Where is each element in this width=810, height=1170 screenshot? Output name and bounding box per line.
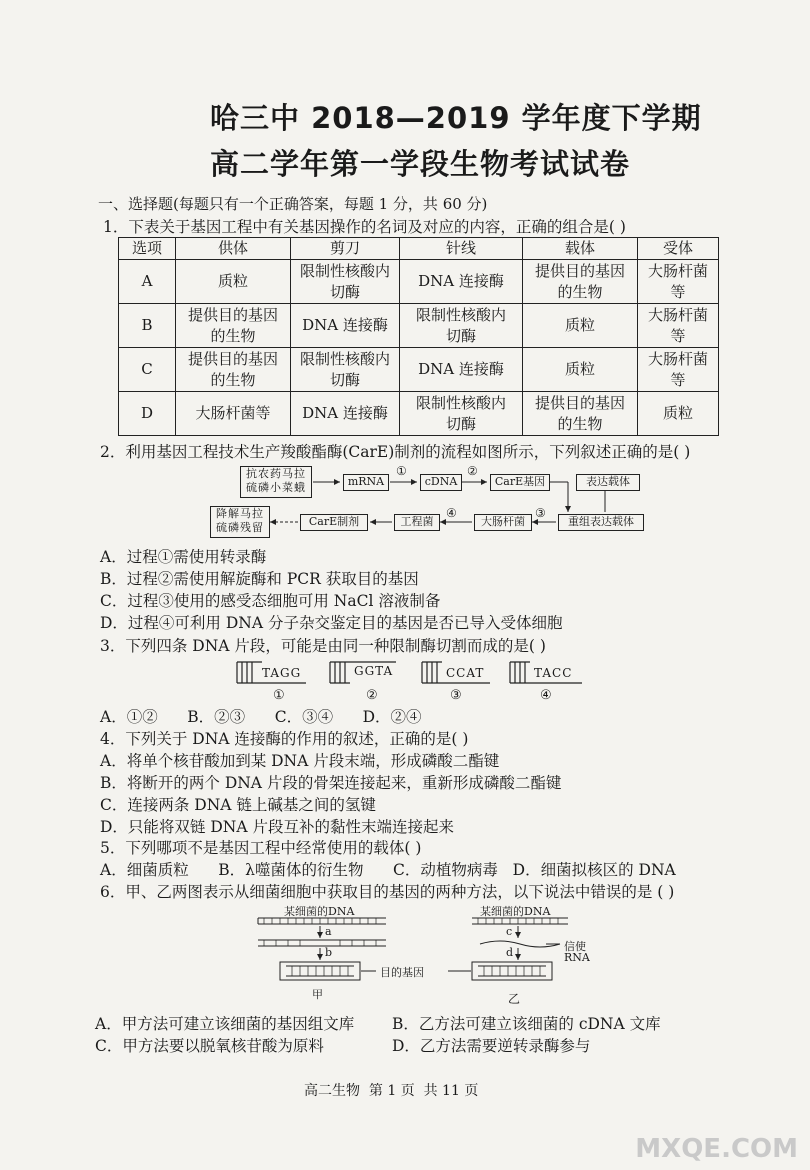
fragment-3-label: ③ <box>450 688 462 703</box>
table-cell-text: 提供目的基因的生物 <box>188 305 279 345</box>
table-cell <box>400 392 523 436</box>
flow-box-ecoli: 大肠杆菌 <box>474 514 532 531</box>
table-cell <box>638 260 719 304</box>
table-cell <box>523 392 638 436</box>
q2-option-d: D．过程④可利用 DNA 分子杂交鉴定目的基因是否已导入受体细胞 <box>100 614 563 632</box>
table-cell-text: 限制性核酸内切酶 <box>300 261 391 301</box>
flow-box-care-gene: CarE基因 <box>490 474 550 491</box>
header-cell: 选项 <box>119 238 176 260</box>
table-cell <box>291 348 400 392</box>
messenger-label: 信使 <box>564 940 586 953</box>
table-cell: B <box>119 304 176 348</box>
target-gene-label: 目的基因 <box>380 966 424 979</box>
q6-stem: 6．甲、乙两图表示从细菌细胞中获取目的基因的两种方法，以下说法中错误的是 ( ) <box>100 883 675 901</box>
q1-table-header <box>119 238 719 260</box>
flow-box-source: 抗农药马拉硫磷小菜蛾 <box>240 466 312 498</box>
step-b-label: b <box>325 946 333 959</box>
header-cell: 供体 <box>176 238 291 260</box>
yi-label: 乙 <box>508 992 521 1006</box>
table-cell: 质粒 <box>523 348 638 392</box>
q3-options: A．①② B．②③ C．③④ D．②④ <box>100 708 422 726</box>
table-cell: 质粒 <box>523 304 638 348</box>
q3-stem: 3．下列四条 DNA 片段，可能是由同一种限制酶切割而成的是( ) <box>100 637 546 655</box>
table-cell: DNA 连接酶 <box>291 392 400 436</box>
fragment-2-seq: GGTA <box>354 664 394 678</box>
q6-option-a: A．甲方法可建立该细菌的基因组文库 <box>95 1015 355 1033</box>
rna-label: RNA <box>564 951 590 964</box>
table-cell-text: 大肠杆菌等 <box>647 349 708 389</box>
table-cell-text: 限制性核酸内切酶 <box>415 393 506 433</box>
q6-option-b: B．乙方法可建立该细菌的 cDNA 文库 <box>392 1015 661 1033</box>
q2-stem: 2．利用基因工程技术生产羧酸酯酶(CarE)制剂的流程如图所示，下列叙述正确的是( ) <box>100 443 691 461</box>
flow-step-2: ② <box>467 464 478 478</box>
fragment-1-label: ① <box>273 688 285 703</box>
flow-step-4: ④ <box>446 506 457 520</box>
fragment-1-seq: TAGG <box>262 666 302 680</box>
q4-stem: 4．下列关于 DNA 连接酶的作用的叙述，正确的是( ) <box>100 730 469 748</box>
q2-option-b: B．过程②需使用解旋酶和 PCR 获取目的基因 <box>100 570 419 588</box>
flow-box-mrna: mRNA <box>343 474 389 491</box>
jia-label: 甲 <box>312 988 323 1001</box>
q5-options: A．细菌质粒 B．λ噬菌体的衍生物 C．动植物病毒 D．细菌拟核区的 DNA <box>100 861 676 879</box>
flow-box-cdna: cDNA <box>420 474 462 491</box>
flow-box-vector: 表达载体 <box>576 474 640 491</box>
table-cell: C <box>119 348 176 392</box>
q4-option-c: C．连接两条 DNA 链上碱基之间的氢键 <box>100 796 376 814</box>
header-cell: 剪刀 <box>291 238 400 260</box>
table-cell: A <box>119 260 176 304</box>
header-cell: 载体 <box>523 238 638 260</box>
table-cell-text: 大肠杆菌等 <box>647 305 708 345</box>
q1-table <box>118 237 719 436</box>
flow-box-degrade: 降解马拉硫磷残留 <box>210 506 270 538</box>
table-cell: DNA 连接酶 <box>400 348 523 392</box>
step-d-label: d <box>506 946 514 959</box>
q1-stem: 1．下表关于基因工程中有关基因操作的名词及对应的内容，正确的组合是( ) <box>103 218 626 236</box>
table-cell <box>176 348 291 392</box>
fragment-4-label: ④ <box>540 688 552 703</box>
flow-box-engineered-bacteria: 工程菌 <box>394 514 440 531</box>
header-cell: 针线 <box>400 238 523 260</box>
table-cell: DNA 连接酶 <box>291 304 400 348</box>
q2-option-a: A．过程①需使用转录酶 <box>100 548 267 566</box>
table-cell-text: 提供目的基因的生物 <box>188 349 279 389</box>
q5-stem: 5．下列哪项不是基因工程中经常使用的载体( ) <box>100 839 422 857</box>
watermark: MXQE.COM <box>635 1134 798 1164</box>
table-cell: 大肠杆菌等 <box>176 392 291 436</box>
table-cell-text: 限制性核酸内切酶 <box>300 349 391 389</box>
flow-step-3: ③ <box>535 506 546 520</box>
q4-option-b: B．将断开的两个 DNA 片段的骨架连接起来，重新形成磷酸二酯键 <box>100 774 562 792</box>
table-cell-text: 限制性核酸内切酶 <box>415 305 506 345</box>
page-footer: 高二生物 第 1 页 共 11 页 <box>304 1083 479 1099</box>
table-cell: 质粒 <box>176 260 291 304</box>
table-row <box>119 348 719 392</box>
fragment-2-label: ② <box>366 688 378 703</box>
table-row <box>119 392 719 436</box>
header-cell: 受体 <box>638 238 719 260</box>
q6-option-c: C．甲方法要以脱氧核苷酸为原料 <box>95 1037 324 1055</box>
section-header: 一、选择题(每题只有一个正确答案，每题 1 分，共 60 分) <box>98 195 488 213</box>
table-cell-text: 大肠杆菌等 <box>647 261 708 301</box>
exam-title-line1: 哈三中 2018—2019 学年度下学期 <box>210 101 702 135</box>
flow-box-recombinant-vector: 重组表达载体 <box>558 514 644 531</box>
step-a-label: a <box>325 925 332 938</box>
table-cell: D <box>119 392 176 436</box>
table-cell <box>400 304 523 348</box>
fragment-3-seq: CCAT <box>446 666 485 680</box>
q4-option-a: A．将单个核苷酸加到某 DNA 片段末端，形成磷酸二酯键 <box>100 752 500 770</box>
q2-option-c: C．过程③使用的感受态细胞可用 NaCl 溶液制备 <box>100 592 441 610</box>
table-cell: DNA 连接酶 <box>400 260 523 304</box>
exam-title-line2: 高二学年第一学段生物考试试卷 <box>210 147 631 181</box>
table-cell <box>291 260 400 304</box>
table-cell <box>638 348 719 392</box>
table-cell <box>638 304 719 348</box>
flow-step-1: ① <box>396 464 407 478</box>
table-cell: 质粒 <box>638 392 719 436</box>
table-cell <box>176 304 291 348</box>
flow-box-care-product: CarE制剂 <box>300 514 368 531</box>
q4-option-d: D．只能将双链 DNA 片段互补的黏性末端连接起来 <box>100 818 454 836</box>
table-cell-text: 提供目的基因的生物 <box>535 261 626 301</box>
left-dna-title: 某细菌的DNA <box>284 905 355 918</box>
q6-option-d: D．乙方法需要逆转录酶参与 <box>392 1037 591 1055</box>
table-row <box>119 304 719 348</box>
fragment-4-seq: TACC <box>534 666 573 680</box>
step-c-label: c <box>506 925 513 938</box>
right-dna-title: 某细菌的DNA <box>480 905 551 918</box>
table-cell-text: 提供目的基因的生物 <box>535 393 626 433</box>
table-cell <box>523 260 638 304</box>
table-row <box>119 260 719 304</box>
